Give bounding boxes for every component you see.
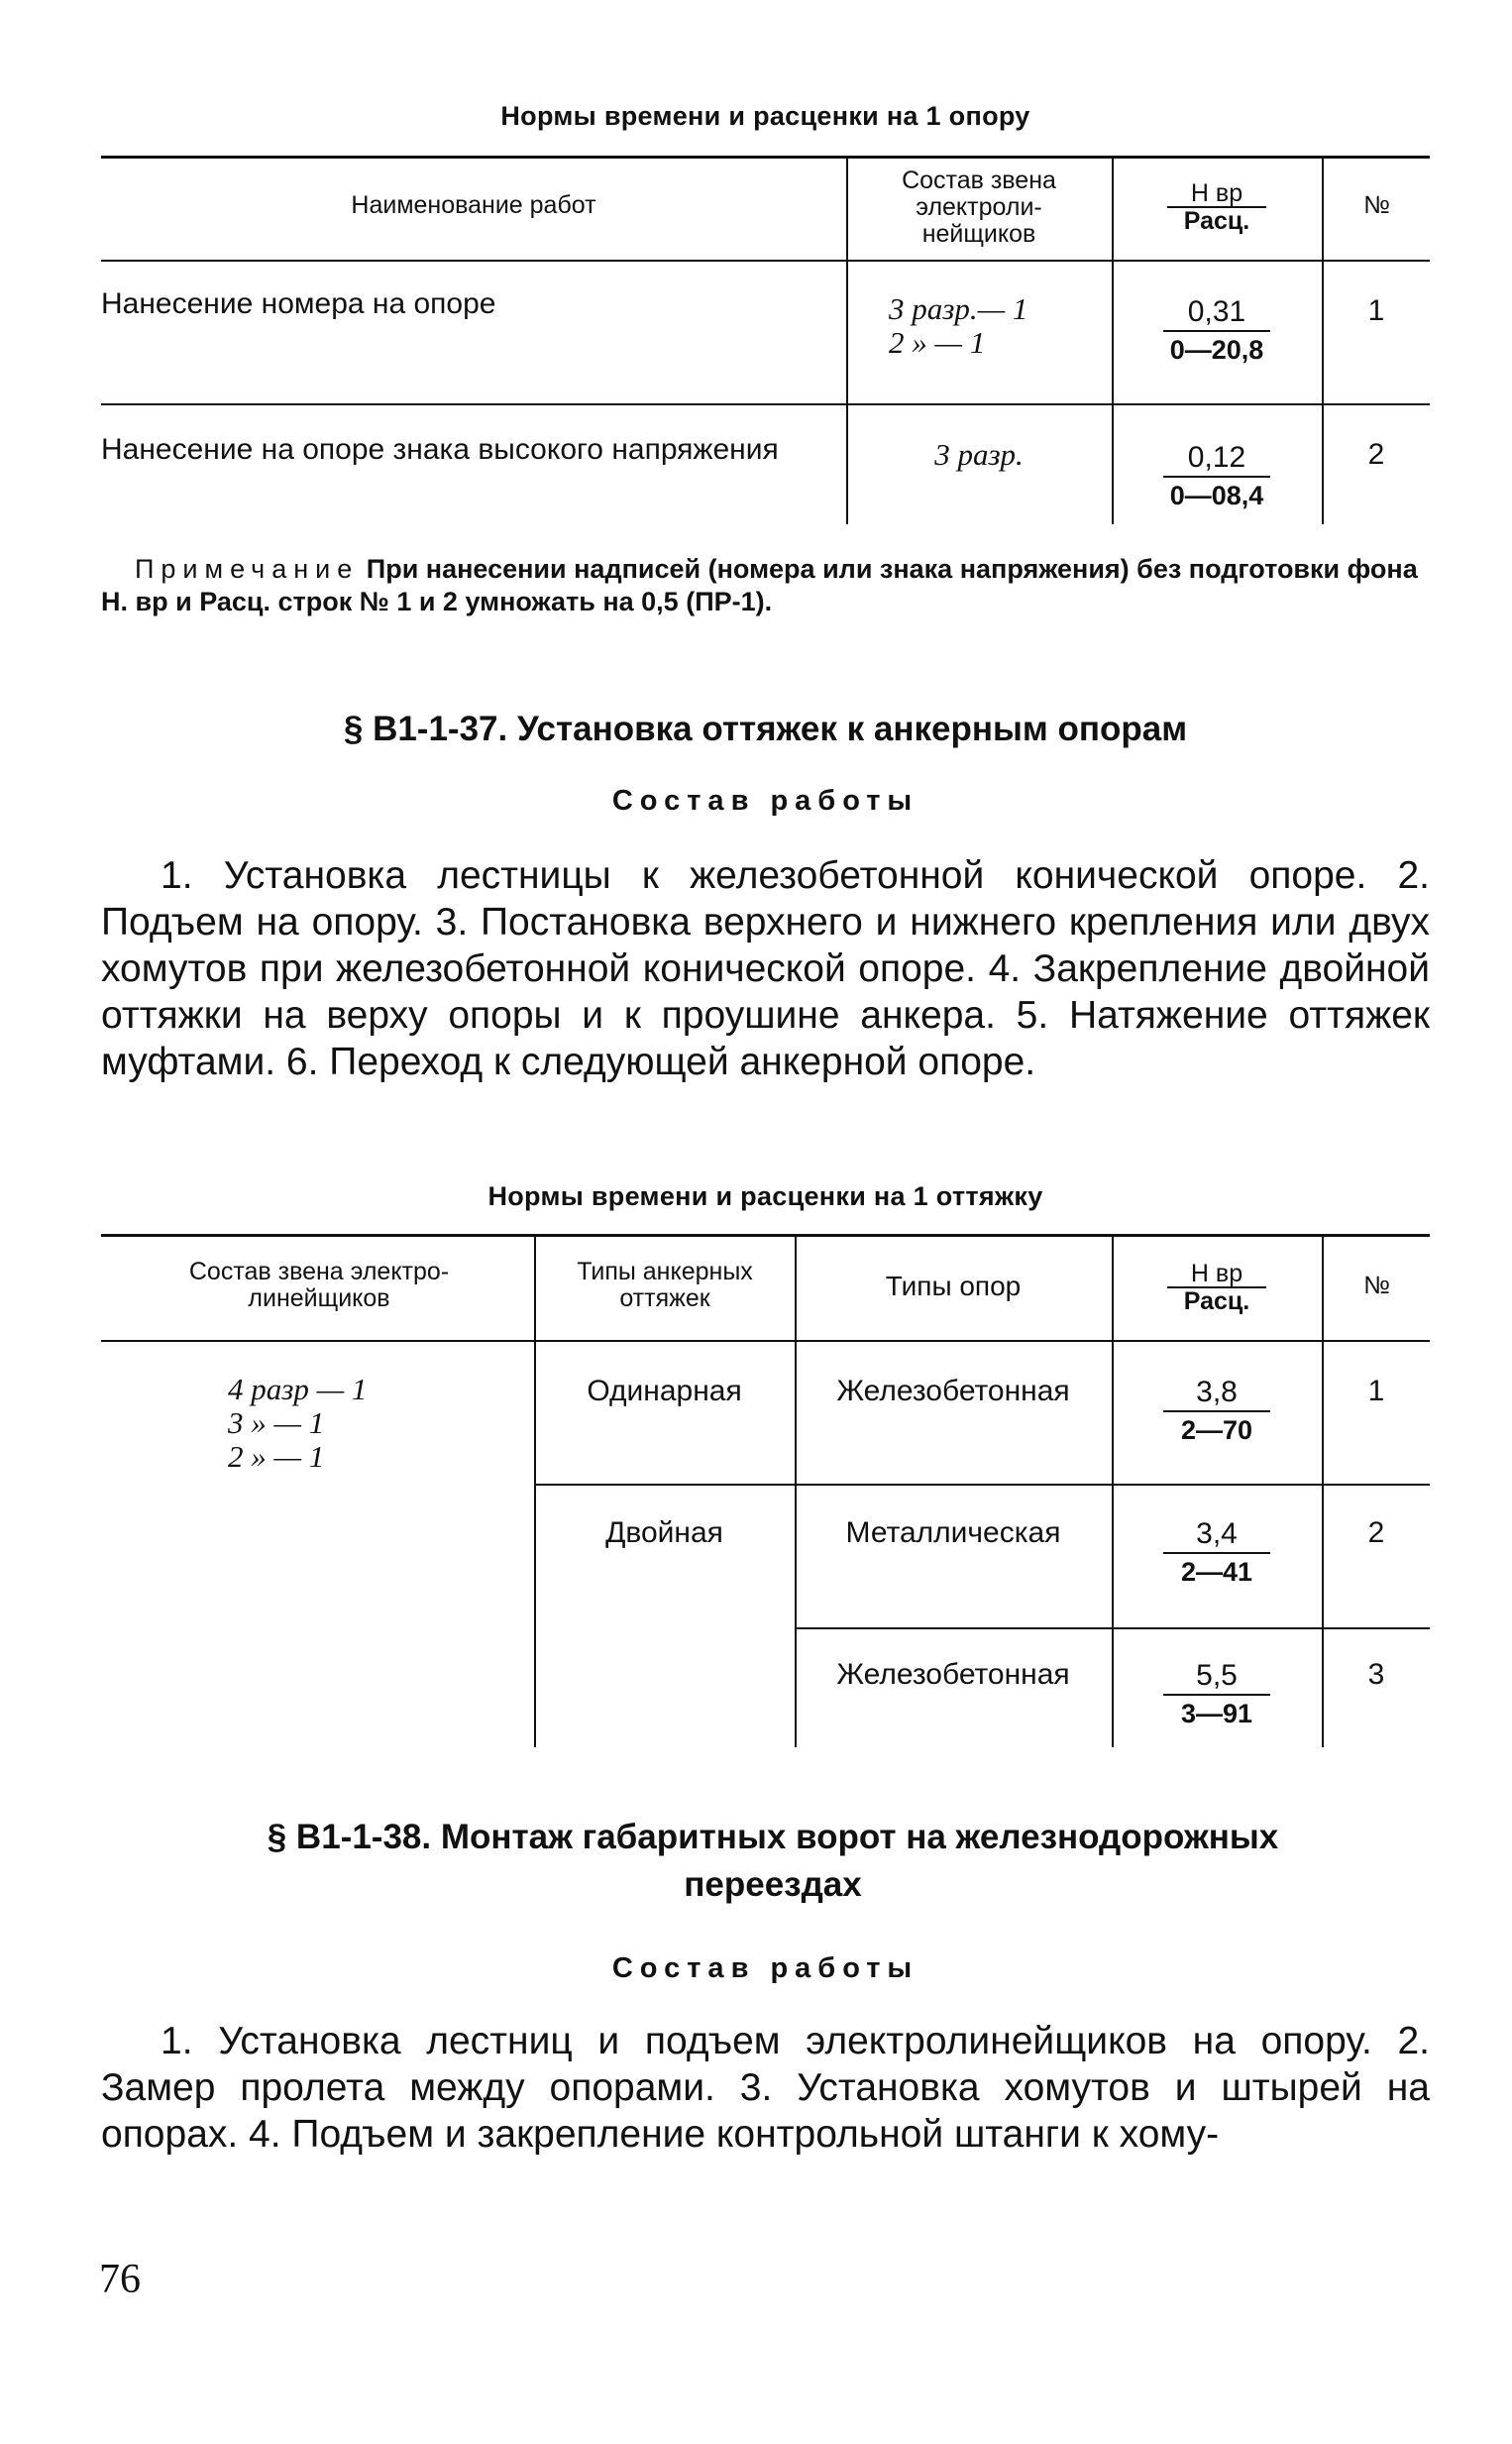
table1-header-norm — [1157, 180, 1276, 234]
table2-header-crew: Состав звена электро-линейщиков — [188, 1258, 450, 1312]
table1-note — [101, 553, 1430, 618]
table2-anchor-double: Двойная — [605, 1516, 723, 1549]
table1-header-norm-bottom: Расц. — [1183, 207, 1250, 235]
table2-col-divider — [1322, 1234, 1324, 1747]
table1-header-crew: Состав звена электроли-нейщиков — [902, 167, 1056, 248]
table2-row3-number: 3 — [1367, 1658, 1385, 1691]
table1-row1-work: Нанесение номера на опоре — [101, 287, 496, 320]
table1-row2-work: Нанесение на опоре знака высокого напряжения — [101, 433, 779, 466]
table1-header-norm-top: Н вр — [1167, 180, 1266, 208]
table2-row3-norm — [1157, 1658, 1276, 1731]
table2-row-rule — [534, 1484, 1430, 1486]
table2-caption: Нормы времени и расценки на 1 оттяжку — [487, 1181, 1043, 1211]
table2-row1-pole: Железобетонная — [836, 1375, 1070, 1407]
table1-row1-crew-line1: 3 разр.— 1 — [889, 291, 1028, 326]
table2-header-number: № — [1363, 1272, 1390, 1299]
page-number: 76 — [99, 2257, 141, 2302]
table2-header-rule — [101, 1340, 1430, 1342]
table2-crew-line1: 4 разр — 1 — [228, 1372, 368, 1406]
table2-col-divider — [534, 1234, 536, 1747]
table1-caption: Нормы времени и расценки на 1 опору — [500, 101, 1030, 131]
table1-row2-norm — [1157, 440, 1276, 513]
table1-header-number: № — [1363, 191, 1390, 219]
table1-top-rule — [101, 156, 1430, 159]
table2-col-divider — [1112, 1234, 1114, 1747]
table1-row1-crew-line2: 2 » — 1 — [889, 325, 986, 360]
section2-heading: § В1-1-38. Монтаж габаритных ворот на железнодорожных переездах — [267, 1818, 1279, 1904]
table1-header-rule — [101, 260, 1430, 262]
table1 — [101, 156, 1430, 524]
table2-anchor-single: Одинарная — [587, 1375, 742, 1407]
table1-row1-norm-value: 0,31 — [1163, 294, 1270, 332]
table2-header-anchor-types: Типы анкерных оттяжек — [577, 1258, 753, 1312]
table1-col-divider — [1112, 156, 1114, 524]
table2-row1-norm-value: 3,8 — [1163, 1375, 1270, 1412]
table1-row1-norm — [1157, 294, 1276, 368]
table2-row2-norm — [1157, 1516, 1276, 1590]
table2-row1-norm — [1157, 1375, 1276, 1448]
table2-header-norm-bottom: Расц. — [1183, 1287, 1250, 1315]
note-text: При нанесении надписей (номера или знака напряжения) без подготовки фона Н. вр и Расц. строк № 1 и 2 умножать на 0,5 (ПР-1). — [101, 554, 1418, 616]
table2-header-norm-top: Н вр — [1167, 1261, 1266, 1288]
section2-subheading: Состав работы — [611, 1952, 919, 1984]
table2-row3-norm-value: 5,5 — [1163, 1658, 1270, 1696]
table2-row1-number: 1 — [1367, 1375, 1385, 1407]
table1-row1-number: 1 — [1367, 294, 1385, 327]
note-label: Примечание — [135, 554, 360, 584]
table1-row2-number: 2 — [1367, 438, 1385, 471]
table2-row2-pole: Металлическая — [845, 1516, 1061, 1549]
table2-row3-rate-value: 3—91 — [1180, 1699, 1253, 1728]
section1-text: 1. Установка лестницы к железобетонной конической опоре. 2. Подъем на опору. 3. Постановка верхнего и нижнего крепления или двух хомутов при железобетонной конической опоре. 4. Закрепление двойной оттяжки на верху опоры и к проушине анкера. 5. Натяжение оттяжек муфтами. 6. Переход к следующей анкерной опоре. — [101, 854, 1430, 1083]
table1-row2-crew: 3 разр. — [934, 437, 1024, 472]
section1-subheading: Состав работы — [611, 785, 919, 817]
table1-row1-rate-value: 0—20,8 — [1169, 335, 1264, 365]
table2-header-pole-types: Типы опор — [885, 1271, 1022, 1301]
table2-header-norm — [1157, 1261, 1276, 1314]
table2-crew-line3: 2 » — 1 — [228, 1439, 325, 1474]
table2-top-rule — [101, 1234, 1430, 1237]
table2-row2-rate-value: 2—41 — [1180, 1557, 1253, 1587]
table2 — [101, 1234, 1430, 1747]
table1-col-divider — [846, 156, 848, 524]
table1-row2-norm-value: 0,12 — [1163, 440, 1270, 478]
table1-row-rule — [101, 403, 1430, 405]
table1-row2-rate-value: 0—08,4 — [1169, 481, 1264, 510]
table2-row2-number: 2 — [1367, 1516, 1385, 1549]
table2-crew-line2: 3 » — 1 — [228, 1405, 325, 1440]
table2-row3-pole: Железобетонная — [836, 1658, 1070, 1691]
section1-heading: § В1-1-37. Установка оттяжек к анкерным опорам — [343, 710, 1188, 748]
table2-row2-norm-value: 3,4 — [1163, 1516, 1270, 1554]
table2-row1-rate-value: 2—70 — [1180, 1415, 1253, 1445]
section2-text: 1. Установка лестниц и подъем электролинейщиков на опору. 2. Замер пролета между опорами. 3. Установка хомутов и штырей на опорах. 4. Подъем и закрепление контрольной штанги к хому- — [101, 2020, 1430, 2156]
table1-header-work-name: Наименование работ — [351, 191, 596, 219]
